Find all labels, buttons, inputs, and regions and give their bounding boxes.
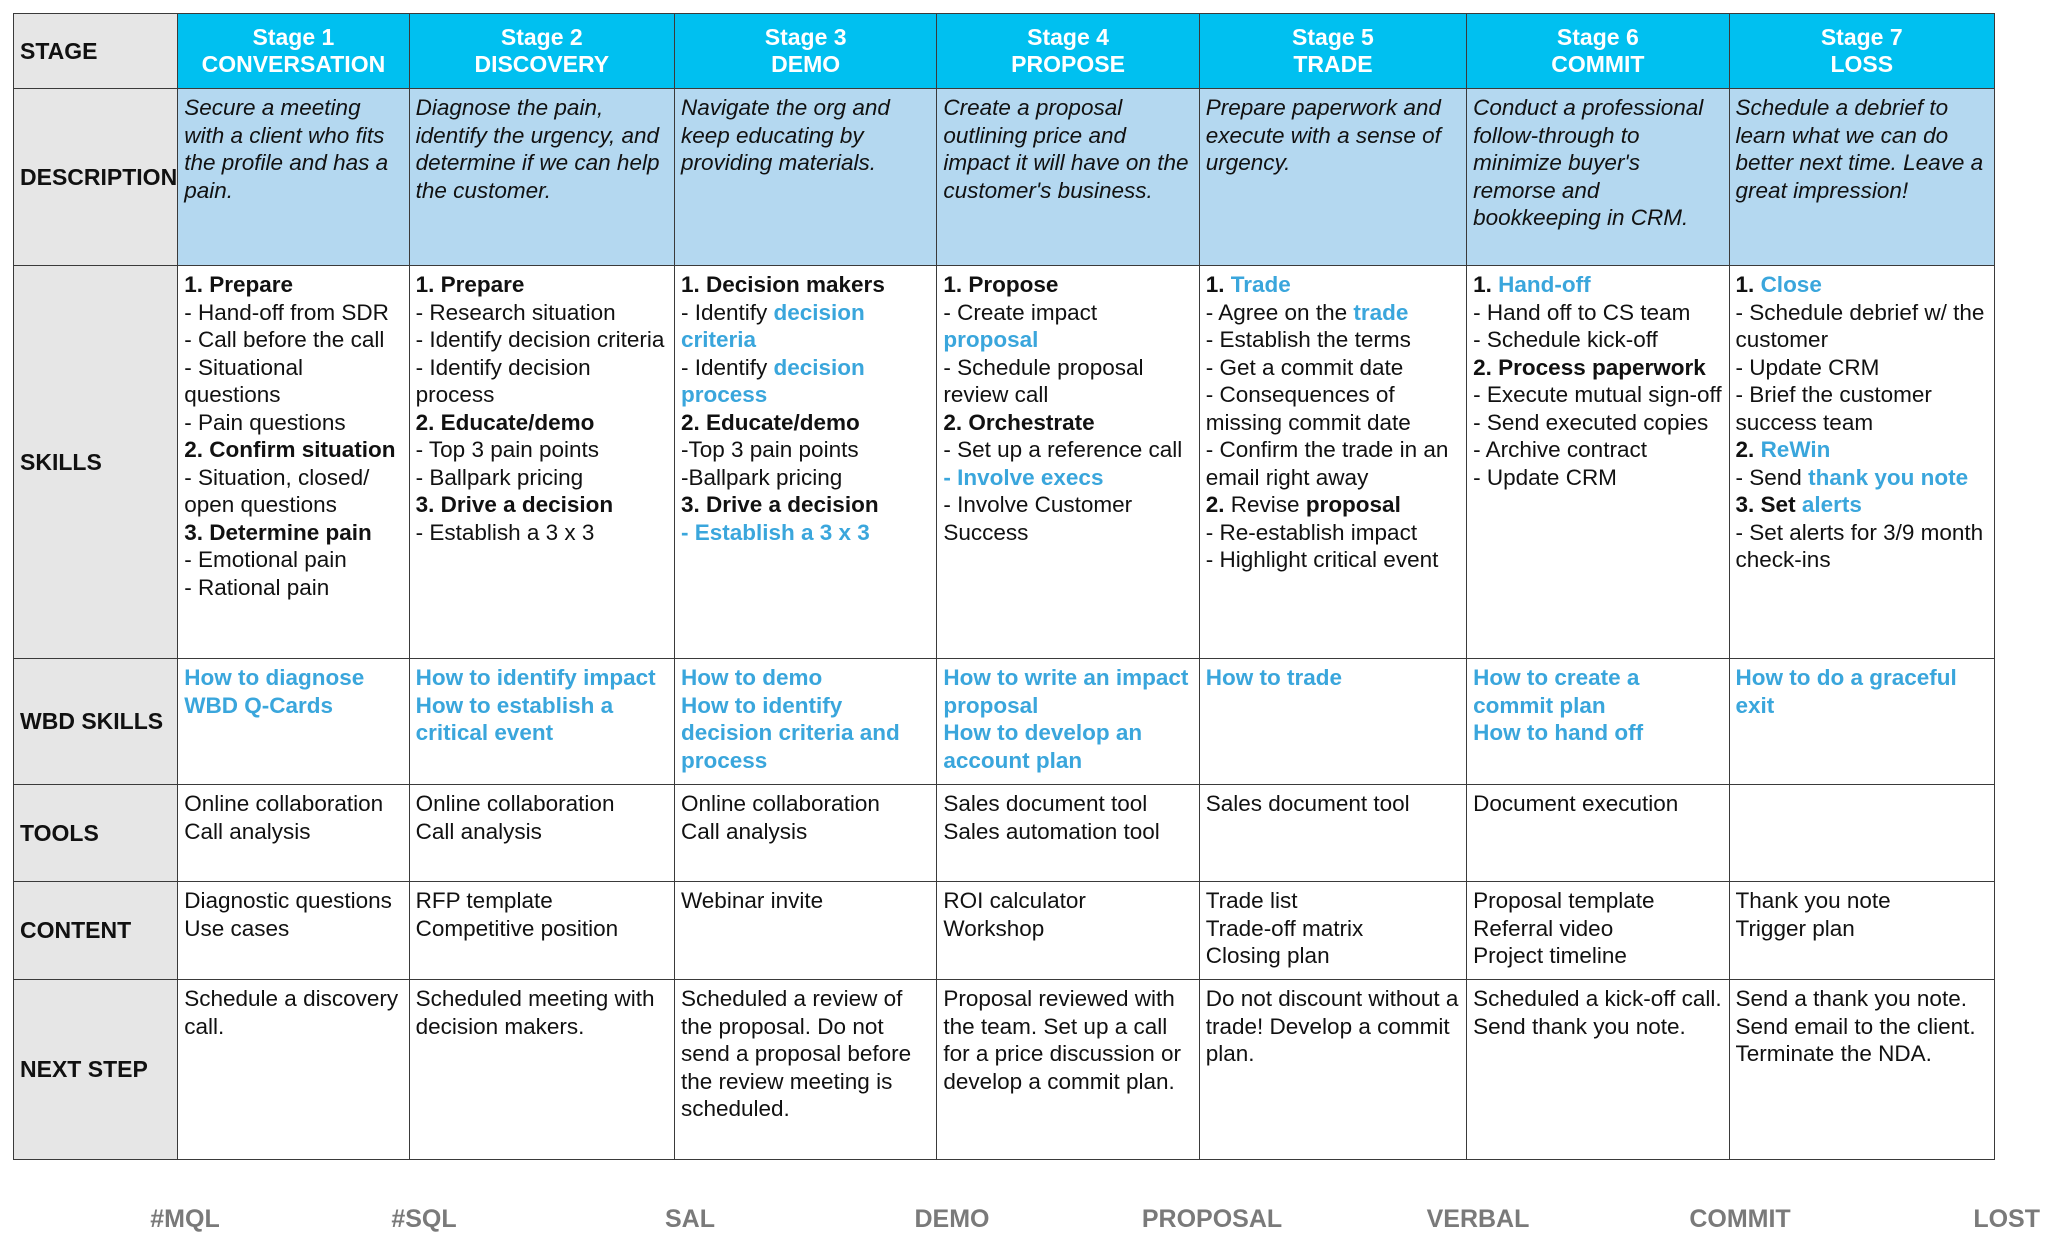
skill-text: - Rational pain [184, 574, 330, 600]
stage-description: Schedule a debrief to learn what we can do better next time. Leave a great impression! [1729, 89, 1994, 266]
skill-text: - Top 3 pain points [415, 437, 600, 462]
tool-item: Online collaboration [415, 791, 615, 816]
skill-line [1473, 271, 1722, 299]
skill-line [1206, 381, 1460, 436]
stage-skills [1467, 266, 1729, 659]
wbd-skill-link[interactable]: How to create a commit plan [1473, 665, 1640, 718]
tool-item: Online collaboration [680, 791, 880, 816]
stage-header-6 [1467, 14, 1729, 89]
skill-text: - Re-establish impact [1205, 519, 1418, 545]
skill-text: 2. [1735, 437, 1761, 462]
stage-next-step [409, 980, 674, 1160]
skill-text: - Establish the terms [1205, 327, 1411, 352]
skill-text: - Identify [680, 354, 774, 380]
skill-text: 2. Orchestrate [943, 409, 1095, 435]
skill-line [1206, 519, 1460, 547]
skill-line [184, 299, 402, 327]
skill-line [1736, 464, 1988, 492]
skill-highlight: ReWin [1760, 437, 1831, 462]
skill-line [184, 271, 402, 299]
skill-line [416, 299, 668, 327]
skill-text: - Schedule proposal review call [943, 354, 1144, 407]
skill-line [184, 519, 402, 547]
stage-content [409, 882, 674, 980]
skill-line [1206, 354, 1460, 382]
next-step-text: Send thank you note. [1473, 1013, 1686, 1039]
stage-next-step [937, 980, 1199, 1160]
content-item: Competitive position [415, 915, 619, 941]
skill-line [1736, 271, 1988, 299]
skill-text: - Identify [680, 299, 774, 325]
stage-wbd [178, 659, 409, 785]
stage-header-1 [178, 14, 409, 89]
skill-text: - Confirm the trade in an email right away [1205, 437, 1449, 490]
next-step-text: Scheduled a kick-off call. [1473, 986, 1722, 1011]
skill-line [943, 354, 1192, 409]
stage-content [1199, 882, 1466, 980]
skill-line [184, 574, 402, 602]
skill-text: 2. [1205, 492, 1231, 517]
skill-line [416, 409, 668, 437]
row-label-tools: TOOLS [14, 785, 178, 882]
skill-text: - Hand off to CS team [1473, 299, 1691, 325]
content-item: Trigger plan [1735, 915, 1855, 941]
stage-wbd [674, 659, 936, 785]
skill-line [1473, 409, 1722, 437]
skill-text: - Emotional pain [184, 547, 347, 572]
content-item: Workshop [943, 915, 1045, 941]
wbd-skill-link[interactable]: WBD Q-Cards [184, 692, 333, 718]
content-item: Diagnostic questions [184, 888, 392, 913]
stage-header-3 [674, 14, 936, 89]
stage-header-5 [1199, 14, 1466, 89]
skill-line [1473, 381, 1722, 409]
wbd-skill-link[interactable]: How to do a graceful exit [1735, 665, 1957, 718]
next-step-text: Send a thank you note. [1735, 986, 1967, 1011]
row-label-next-step: NEXT STEP [14, 980, 178, 1160]
skill-text: -Top 3 pain points [680, 437, 859, 462]
skill-line [1736, 299, 1988, 354]
wbd-skill-link[interactable]: How to establish a critical event [415, 692, 614, 745]
next-step-text: Scheduled a review of the proposal. Do not send a proposal before the review meeting is scheduled. [680, 986, 912, 1121]
stage-description: Secure a meeting with a client who fits the profile and has a pain. [178, 89, 409, 266]
skill-highlight: decision process [680, 354, 865, 407]
stage-name: PROPOSE [1011, 51, 1125, 77]
skill-line [681, 464, 930, 492]
wbd-skill-link[interactable]: How to identify decision criteria and process [680, 692, 900, 773]
skill-text: 1. [1735, 272, 1761, 297]
stage-content [1467, 882, 1729, 980]
stage-description: Diagnose the pain, identify the urgency, and determine if we can help the customer. [409, 89, 674, 266]
skill-text: 2. Confirm situation [184, 437, 396, 462]
tool-item: Sales document tool [943, 791, 1148, 816]
content-item: Webinar invite [680, 888, 824, 913]
content-item: Closing plan [1205, 943, 1330, 968]
pipeline-tag: COMMIT [1689, 1205, 1791, 1233]
content-item: Referral video [1473, 915, 1614, 941]
skill-text: - Brief the customer success team [1735, 382, 1932, 435]
row-label-wbd-skills: WBD SKILLS [14, 659, 178, 785]
tool-item: Call analysis [184, 818, 311, 844]
skill-line [1473, 299, 1722, 327]
skill-line [184, 409, 402, 437]
skill-highlight: Hand-off [1498, 272, 1591, 297]
skill-line [1206, 299, 1460, 327]
skill-text: - Create impact [943, 299, 1098, 325]
stage-wbd [937, 659, 1199, 785]
skill-text: - Research situation [415, 299, 616, 325]
skill-text: Revise [1230, 492, 1306, 517]
wbd-skill-link[interactable]: How to trade [1205, 665, 1343, 690]
skill-line [681, 519, 930, 547]
skill-text: -Ballpark pricing [680, 464, 843, 490]
wbd-skill-link[interactable]: How to develop an account plan [943, 720, 1143, 773]
skill-line [943, 271, 1192, 299]
skill-line [943, 436, 1192, 464]
stage-content [178, 882, 409, 980]
stage-content [674, 882, 936, 980]
skill-text: - Highlight critical event [1205, 547, 1439, 572]
skill-line [681, 299, 930, 354]
stage-skills [674, 266, 936, 659]
skill-line [184, 326, 402, 354]
skill-line [416, 271, 668, 299]
skill-text: - Ballpark pricing [415, 464, 584, 490]
skill-line [1206, 271, 1460, 299]
stage-number: Stage 5 [1292, 24, 1374, 50]
skill-text: 3. Drive a decision [680, 492, 879, 517]
stage-header-2 [409, 14, 674, 89]
stage-number: Stage 6 [1556, 24, 1639, 50]
skill-text: - Call before the call [184, 327, 385, 352]
stage-next-step [1467, 980, 1729, 1160]
next-step-text: Schedule a discovery call. [184, 986, 399, 1039]
skill-text: - Situation, closed/ open questions [184, 464, 370, 517]
skill-text: - Send [1735, 464, 1809, 490]
stage-tools [937, 785, 1199, 882]
skill-line [416, 491, 668, 519]
stage-tools [178, 785, 409, 882]
skill-highlight: proposal [943, 327, 1039, 352]
skill-line [1473, 354, 1722, 382]
skill-text: proposal [1305, 492, 1401, 517]
skill-line [1736, 381, 1988, 436]
stage-next-step [1729, 980, 1994, 1160]
skill-line [1736, 519, 1988, 574]
stage-wbd [1467, 659, 1729, 785]
stage-wbd [1199, 659, 1466, 785]
stage-content [937, 882, 1199, 980]
skill-text: 2. Process paperwork [1473, 354, 1706, 380]
skill-highlight: - Establish a 3 x 3 [680, 519, 870, 545]
skill-line [681, 491, 930, 519]
next-step-text: Scheduled meeting with decision makers. [415, 986, 655, 1039]
skill-line [416, 326, 668, 354]
stage-next-step [1199, 980, 1466, 1160]
next-step-text: Do not discount without a trade! Develop a commit plan. [1205, 986, 1459, 1066]
skill-line [1736, 491, 1988, 519]
stage-number: Stage 2 [500, 24, 583, 50]
skill-text: 3. Determine pain [184, 519, 372, 545]
skill-line [943, 464, 1192, 492]
content-item: ROI calculator [943, 888, 1086, 913]
skill-line [943, 299, 1192, 354]
skill-line [416, 464, 668, 492]
skill-text: 1. [1205, 272, 1231, 297]
pipeline-stage-tags [0, 1205, 2048, 1245]
stage-next-step [178, 980, 409, 1160]
skill-highlight: decision criteria [680, 299, 865, 352]
pipeline-tag: SAL [665, 1205, 715, 1233]
stage-name: CONVERSATION [201, 51, 386, 77]
stage-description: Prepare paperwork and execute with a sense of urgency. [1199, 89, 1466, 266]
sales-stage-matrix [13, 13, 1995, 1160]
stage-name: COMMIT [1551, 51, 1645, 77]
skill-text: 1. Decision makers [680, 272, 885, 297]
skill-text: 3. Drive a decision [415, 492, 614, 517]
skill-text: 1. Prepare [415, 272, 525, 297]
skill-text: - Update CRM [1473, 464, 1617, 490]
wbd-skill-link[interactable]: How to identify impact [415, 665, 656, 690]
skill-line [184, 354, 402, 409]
skill-text: - Establish a 3 x 3 [415, 519, 595, 545]
stage-number: Stage 4 [1027, 24, 1109, 50]
stage-skills [178, 266, 409, 659]
skill-line [1473, 326, 1722, 354]
stage-content [1729, 882, 1994, 980]
stage-tools [1199, 785, 1466, 882]
skill-line [681, 271, 930, 299]
stage-wbd [1729, 659, 1994, 785]
skill-line [416, 354, 668, 409]
skill-text: - Agree on the [1205, 299, 1354, 325]
skill-line [184, 436, 402, 464]
content-item: Use cases [184, 915, 290, 941]
stage-name: DISCOVERY [474, 51, 610, 77]
skill-text: 2. Educate/demo [415, 409, 595, 435]
skill-text: - Archive contract [1473, 437, 1647, 462]
skill-text: - Consequences of missing commit date [1205, 382, 1411, 435]
row-label-description: DESCRIPTION [14, 89, 178, 266]
tool-item: Call analysis [680, 818, 808, 844]
skill-text: - Update CRM [1735, 354, 1880, 380]
pipeline-tag: VERBAL [1426, 1205, 1530, 1233]
stage-description: Conduct a professional follow-through to minimize buyer's remorse and bookkeeping in CRM. [1467, 89, 1729, 266]
skill-text: - Involve Customer Success [943, 492, 1133, 545]
stage-description: Create a proposal outlining price and impact it will have on the customer's business. [937, 89, 1199, 266]
next-step-text: Terminate the NDA. [1735, 1041, 1932, 1066]
wbd-skill-link[interactable]: How to write an impact proposal [943, 665, 1189, 718]
content-item: Project timeline [1473, 943, 1627, 968]
tool-item: Online collaboration [184, 791, 384, 816]
skill-line [681, 354, 930, 409]
skill-line [1206, 491, 1460, 519]
wbd-skill-link[interactable]: How to hand off [1473, 720, 1644, 745]
skill-line [1736, 436, 1988, 464]
skill-text: - Situational questions [184, 354, 304, 407]
skill-text: - Set up a reference call [943, 437, 1183, 462]
skill-line [184, 464, 402, 519]
stage-header-4 [937, 14, 1199, 89]
tool-item: Sales automation tool [943, 818, 1160, 844]
content-item: Thank you note [1735, 888, 1891, 913]
content-item: RFP template [415, 888, 553, 913]
skill-line [943, 409, 1192, 437]
skill-line [1206, 436, 1460, 491]
stage-header-7 [1729, 14, 1994, 89]
stage-description: Navigate the org and keep educating by providing materials. [674, 89, 936, 266]
stage-skills [1199, 266, 1466, 659]
skill-line [681, 436, 930, 464]
row-label-stage: STAGE [14, 14, 178, 89]
skill-text: - Schedule kick-off [1473, 327, 1658, 352]
next-step-text: Proposal reviewed with the team. Set up a call for a price discussion or develop a commit plan. [943, 986, 1181, 1094]
skill-highlight: Close [1760, 272, 1822, 297]
row-label-content: CONTENT [14, 882, 178, 980]
skill-line [1473, 464, 1722, 492]
skill-line [943, 491, 1192, 546]
skill-text: 1. Prepare [184, 272, 294, 297]
stage-number: Stage 7 [1820, 24, 1903, 50]
stage-skills [937, 266, 1199, 659]
content-item: Trade list [1205, 888, 1298, 913]
stage-tools [1729, 785, 1994, 882]
skill-text: - Pain questions [184, 409, 346, 435]
skill-line [1206, 546, 1460, 574]
skill-text: - Execute mutual sign-off [1473, 382, 1722, 407]
stage-skills [1729, 266, 1994, 659]
pipeline-tag: #MQL [150, 1205, 220, 1233]
stage-tools [674, 785, 936, 882]
skill-highlight: - Involve execs [943, 464, 1104, 490]
skill-line [416, 436, 668, 464]
skill-highlight: thank you note [1808, 464, 1969, 490]
stage-number: Stage 1 [252, 24, 335, 50]
pipeline-tag: LOST [1973, 1205, 2040, 1233]
skill-line [1736, 354, 1988, 382]
stage-name: DEMO [771, 51, 841, 77]
skill-text: - Set alerts for 3/9 month check-ins [1735, 519, 1984, 572]
skill-text: 2. Educate/demo [680, 409, 860, 435]
skill-text: - Get a commit date [1205, 354, 1404, 380]
tool-item: Document execution [1473, 791, 1679, 816]
skill-text: - Identify decision process [415, 354, 591, 407]
stage-wbd [409, 659, 674, 785]
skill-text: 3. Set [1735, 492, 1802, 517]
tool-item: Call analysis [415, 818, 542, 844]
skill-text: 1. Propose [943, 272, 1059, 297]
skill-text: - Identify decision criteria [415, 327, 665, 352]
pipeline-tag: DEMO [914, 1205, 990, 1233]
stage-name: LOSS [1830, 51, 1894, 77]
skill-line [184, 546, 402, 574]
tool-item: Sales document tool [1205, 791, 1410, 816]
pipeline-tag: PROPOSAL [1141, 1205, 1283, 1233]
stage-number: Stage 3 [764, 24, 847, 50]
stage-skills [409, 266, 674, 659]
content-item: Proposal template [1473, 888, 1655, 913]
next-step-text: Send email to the client. [1735, 1013, 1976, 1039]
wbd-skill-link[interactable]: How to diagnose [184, 665, 365, 690]
stage-name: TRADE [1293, 51, 1373, 77]
skill-text: - Schedule debrief w/ the customer [1735, 299, 1985, 352]
skill-text: - Hand-off from SDR [184, 299, 389, 325]
wbd-skill-link[interactable]: How to demo [680, 665, 823, 690]
stage-tools [409, 785, 674, 882]
skill-line [1473, 436, 1722, 464]
skill-text: 1. [1473, 272, 1499, 297]
row-label-skills: SKILLS [14, 266, 178, 659]
skill-highlight: trade [1353, 299, 1409, 325]
skill-line [681, 409, 930, 437]
content-item: Trade-off matrix [1205, 915, 1364, 941]
skill-highlight: alerts [1801, 492, 1862, 517]
skill-line [416, 519, 668, 547]
skill-highlight: Trade [1230, 272, 1291, 297]
pipeline-tag: #SQL [391, 1205, 457, 1233]
skill-text: - Send executed copies [1473, 409, 1709, 435]
stage-tools [1467, 785, 1729, 882]
skill-line [1206, 326, 1460, 354]
stage-next-step [674, 980, 936, 1160]
